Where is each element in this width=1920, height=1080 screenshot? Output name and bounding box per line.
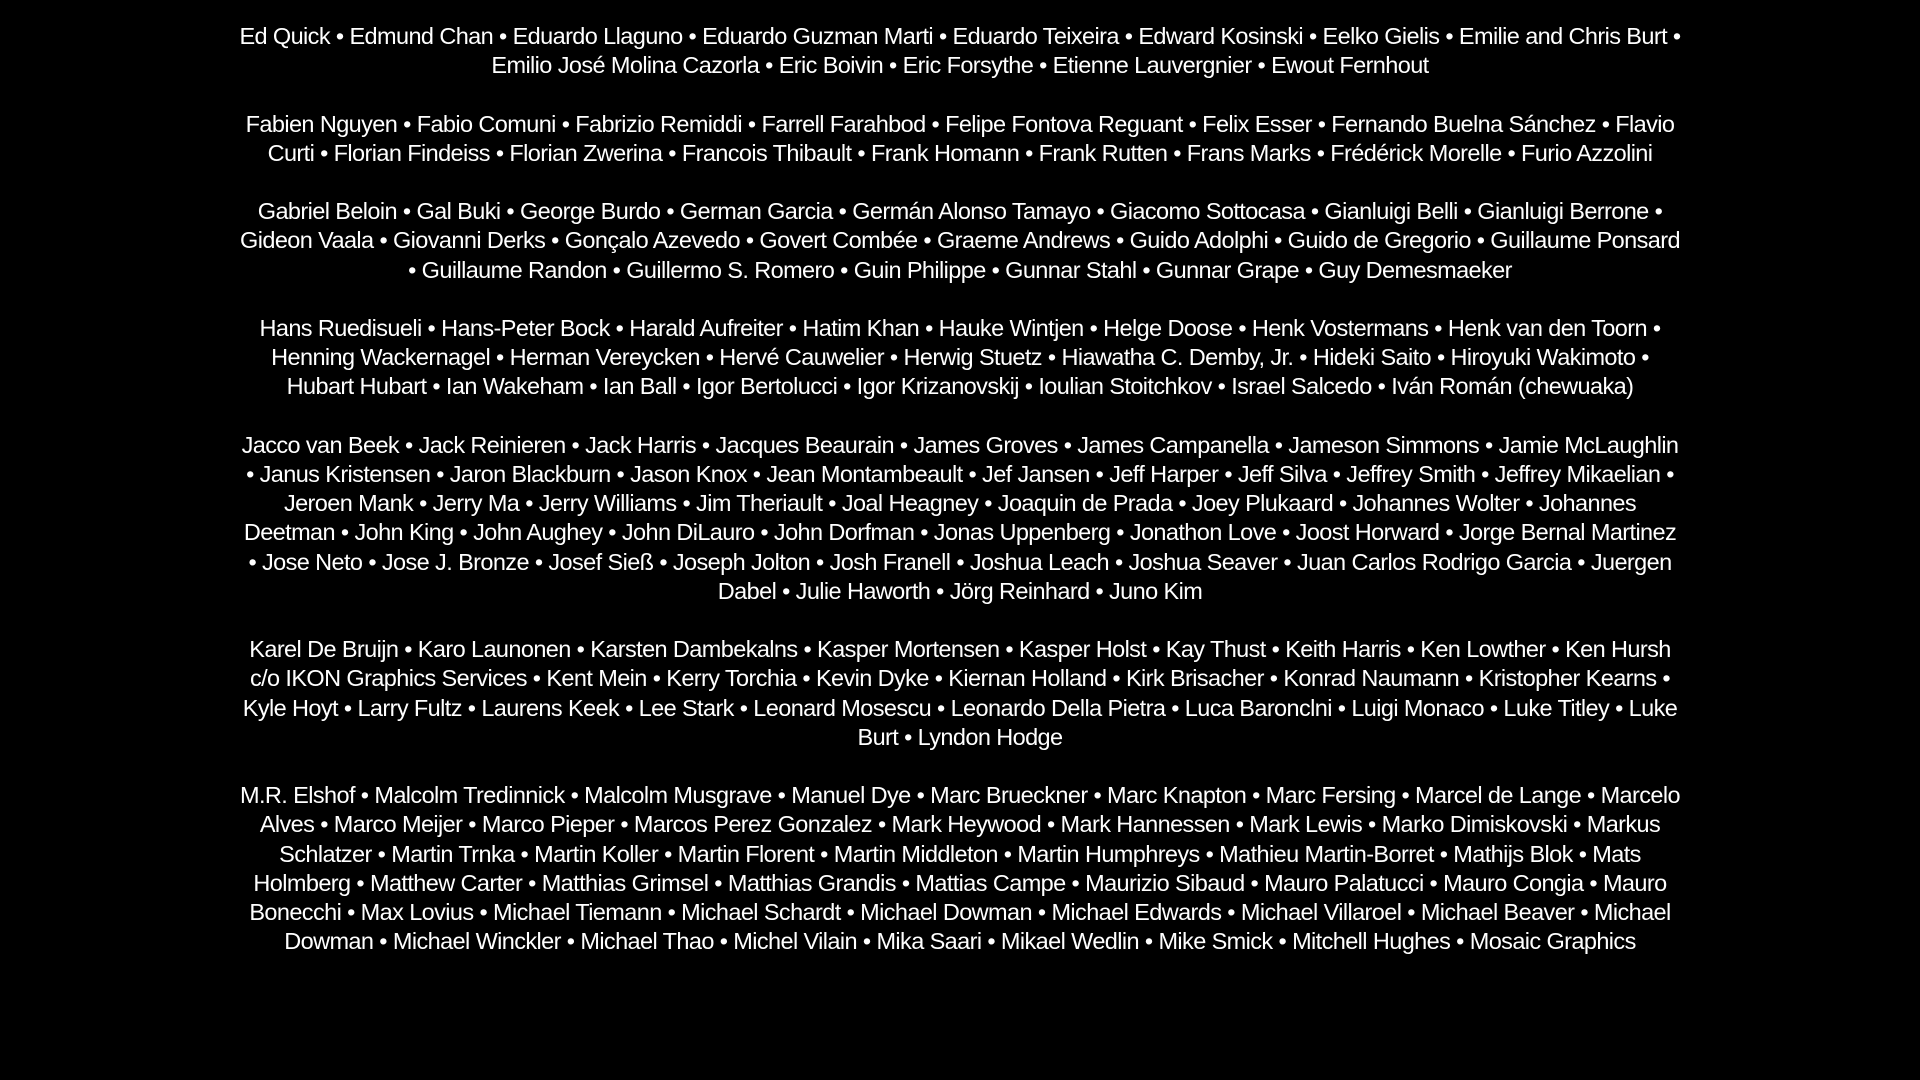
credits-roll bbox=[238, 22, 1682, 1080]
credits-paragraph-j: Jacco van Beek • Jack Reinieren • Jack Harris • Jacques Beaurain • James Groves • James Campanella • Jameson Simmons • Jamie McLaughlin • Janus Kristensen • Jaron Blackburn • Jason Knox • Jean Montambeault • Jef Jansen • Jeff Harper • Jeff Silva • Jeffrey Smith • Jeffrey Mikaelian • Jeroen Mank • Jerry Ma • Jerry Williams • Jim Theriault • Joal Heagney • Joaquin de Prada • Joey Plukaard • Johannes Wolter • Johannes Deetman • John King • John Aughey • John DiLauro • John Dorfman • Jonas Uppenberg • Jonathon Love • Joost Horward • Jorge Bernal Martinez • Jose Neto • Jose J. Bronze • Josef Sieß • Joseph Jolton • Josh Franell • Joshua Leach • Joshua Seaver • Juan Carlos Rodrigo Garcia • Juergen Dabel • Julie Haworth • Jörg Reinhard • Juno Kim bbox=[241, 431, 1679, 604]
credits-paragraph-g: Gabriel Beloin • Gal Buki • George Burdo • German Garcia • Germán Alonso Tamayo • Giacomo Sottocasa • Gianluigi Belli • Gianluigi Berrone • Gideon Vaala • Giovanni Derks • Gonçalo Azevedo • Govert Combée • Graeme Andrews • Guido Adolphi • Guido de Gregorio • Guillaume Ponsard • Guillaume Randon • Guillermo S. Romero • Guin Philippe • Gunnar Stahl • Gunnar Grape • Guy Demesmaeker bbox=[240, 198, 1680, 283]
credits-paragraph-m: M.R. Elshof • Malcolm Tredinnick • Malcolm Musgrave • Manuel Dye • Marc Brueckner • Marc Knapton • Marc Fersing • Marcel de Lange • Marcelo Alves • Marco Meijer • Marco Pieper • Marcos Perez Gonzalez • Mark Heywood • Mark Hannessen • Mark Lewis • Marko Dimiskovski • Markus Schlatzer • Martin Trnka • Martin Koller • Martin Florent • Martin Middleton • Martin Humphreys • Mathieu Martin-Borret • Mathijs Blok • Mats Holmberg • Matthew Carter • Matthias Grimsel • Matthias Grandis • Mattias Campe • Maurizio Sibaud • Mauro Palatucci • Mauro Congia • Mauro Bonecchi • Max Lovius • Michael Tiemann • Michael Schardt • Michael Dowman • Michael Edwards • Michael Villaroel • Michael Beaver • Michael Dowman • Michael Winckler • Michael Thao • Michel Vilain • Mika Saari • Mikael Wedlin • Mike Smick • Mitchell Hughes • Mosaic Graphics bbox=[240, 782, 1680, 955]
credits-paragraph-e: Ed Quick • Edmund Chan • Eduardo Llaguno • Eduardo Guzman Marti • Eduardo Teixeira • Edward Kosinski • Eelko Gielis • Emilie and Chris Burt • Emilio José Molina Cazorla • Eric Boivin • Eric Forsythe • Etienne Lauvergnier • Ewout Fernhout bbox=[239, 23, 1681, 79]
credits-paragraph-f: Fabien Nguyen • Fabio Comuni • Fabrizio Remiddi • Farrell Farahbod • Felipe Fontova Reguant • Felix Esser • Fernando Buelna Sánchez • Flavio Curti • Florian Findeiss • Florian Zwerina • Francois Thibault • Frank Homann • Frank Rutten • Frans Marks • Frédérick Morelle • Furio Azzolini bbox=[245, 110, 1675, 166]
credits-paragraph-k-l: Karel De Bruijn • Karo Launonen • Karsten Dambekalns • Kasper Mortensen • Kasper Holst • Kay Thust • Keith Harris • Ken Lowther • Ken Hursh c/o IKON Graphics Services • Kent Mein • Kerry Torchia • Kevin Dyke • Kiernan Holland • Kirk Brisacher • Konrad Naumann • Kristopher Kearns • Kyle Hoyt • Larry Fultz • Laurens Keek • Lee Stark • Leonard Mosescu • Leonardo Della Pietra • Luca Baronclni • Luigi Monaco • Luke Titley • Luke Burt • Lyndon Hodge bbox=[242, 636, 1678, 750]
credits-paragraph-h-i: Hans Ruedisueli • Hans-Peter Bock • Harald Aufreiter • Hatim Khan • Hauke Wintjen • Helge Doose • Henk Vostermans • Henk van den Toorn • Henning Wackernagel • Herman Vereycken • Hervé Cauwelier • Herwig Stuetz • Hiawatha C. Demby, Jr. • Hideki Saito • Hiroyuki Wakimoto • Hubart Hubart • Ian Wakeham • Ian Ball • Igor Bertolucci • Igor Krizanovskij • Ioulian Stoitchkov • Israel Salcedo • Iván Román (chewuaka) bbox=[259, 314, 1661, 400]
